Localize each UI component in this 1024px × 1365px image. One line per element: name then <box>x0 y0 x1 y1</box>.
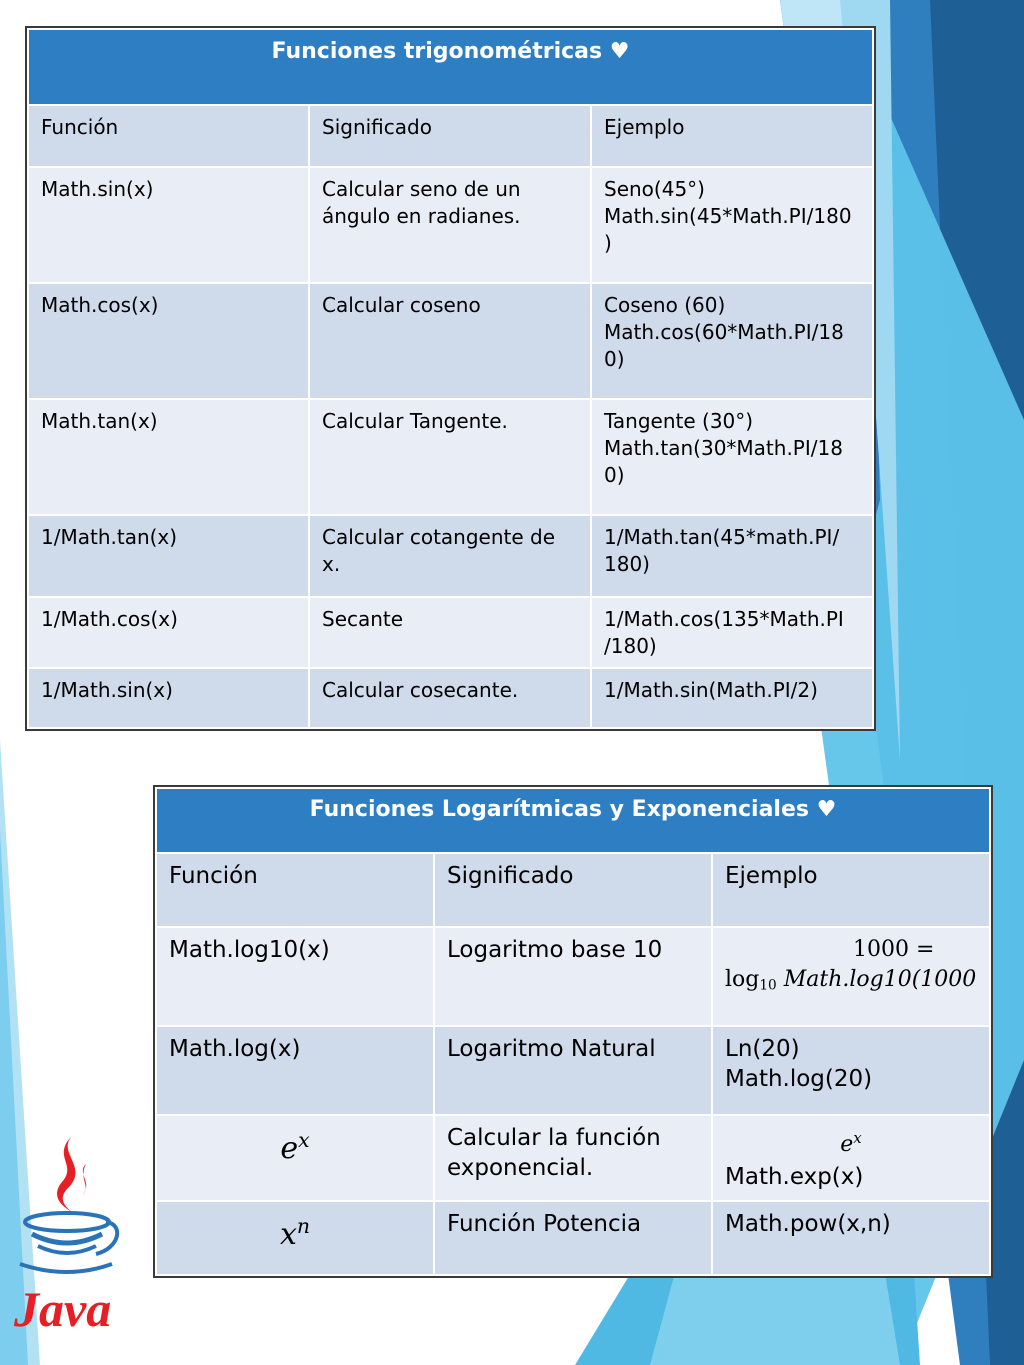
example-cell <box>591 399 873 515</box>
table-row <box>28 283 873 399</box>
power-base: x <box>279 1217 297 1253</box>
example-cell <box>591 167 873 283</box>
header-meaning: Significado <box>434 853 712 927</box>
steam-flame-icon <box>57 1134 75 1212</box>
table-row <box>156 1026 990 1115</box>
exp-base: e <box>280 1131 299 1167</box>
table-row <box>28 515 873 597</box>
example-cell <box>591 283 873 399</box>
meaning-cell: Calcular seno de un ángulo en radianes. <box>309 167 591 283</box>
java-wordmark: Java <box>14 1281 112 1337</box>
example-cell <box>712 1115 990 1201</box>
header-meaning: Significado <box>309 105 591 167</box>
function-cell: Math.log(x) <box>156 1026 434 1115</box>
example-cell <box>712 1026 990 1115</box>
log-table-title: Funciones Logarítmicas y Exponenciales ♥ <box>156 788 990 853</box>
example-cell <box>712 927 990 1026</box>
formula-bottom <box>725 965 977 1000</box>
header-function: Función <box>28 105 309 167</box>
trig-table-title: Funciones trigonométricas ♥ <box>28 29 873 105</box>
example-cell: 1/Math.tan(45*math.PI/ 180) <box>591 515 873 597</box>
example-text: Tangente (30°) <box>604 409 754 433</box>
trig-table-header-row <box>28 105 873 167</box>
function-cell <box>156 1201 434 1275</box>
example-cell: 1/Math.cos(135*Math.PI /180) <box>591 597 873 668</box>
meaning-cell: Calcular cosecante. <box>309 668 591 728</box>
header-example: Ejemplo <box>712 853 990 927</box>
function-cell: Math.tan(x) <box>28 399 309 515</box>
cup-saucer-icon <box>20 1264 112 1272</box>
table-row <box>28 399 873 515</box>
example-text: Coseno (60) <box>604 293 726 317</box>
log-symbol: log <box>725 967 760 992</box>
exp-formula-small <box>725 1123 977 1160</box>
header-example: Ejemplo <box>591 105 873 167</box>
example-text: Seno(45°) <box>604 177 705 201</box>
meaning-cell: Logaritmo Natural <box>434 1026 712 1115</box>
table-row <box>156 1201 990 1275</box>
exp-base-small: e <box>840 1132 854 1158</box>
table-row <box>156 1115 990 1201</box>
function-cell: 1/Math.sin(x) <box>28 668 309 728</box>
log-table-header-row <box>156 853 990 927</box>
example-text: Ln(20) <box>725 1036 800 1062</box>
function-cell <box>156 1115 434 1201</box>
cup-rim-icon <box>25 1213 109 1231</box>
example-code: Math.tan(30*Math.PI/18 0) <box>604 436 843 487</box>
meaning-cell: Calcular coseno <box>309 283 591 399</box>
example-cell: Math.pow(x,n) <box>712 1201 990 1275</box>
table-row <box>28 668 873 728</box>
power-exponent: n <box>296 1214 311 1238</box>
formula-top: 1000 = <box>853 937 935 962</box>
meaning-cell: Calcular Tangente. <box>309 399 591 515</box>
exp-exponent: x <box>298 1128 310 1152</box>
example-code: Math.sin(45*Math.PI/180 ) <box>604 204 852 255</box>
example-code: Math.cos(60*Math.PI/18 0) <box>604 320 844 371</box>
example-code: Math.log(20) <box>725 1066 873 1092</box>
example-code: Math.exp(x) <box>725 1164 864 1191</box>
log-expression: Math.log10(1000 <box>783 967 977 992</box>
table-row <box>28 167 873 283</box>
meaning-cell: Calcular la función exponencial. <box>434 1115 712 1201</box>
function-cell: 1/Math.cos(x) <box>28 597 309 668</box>
log-exp-functions-table <box>155 787 991 1276</box>
meaning-cell: Secante <box>309 597 591 668</box>
function-cell: 1/Math.tan(x) <box>28 515 309 597</box>
function-cell: Math.sin(x) <box>28 167 309 283</box>
steam-flame-small-icon <box>82 1164 86 1196</box>
power-formula <box>169 1209 421 1253</box>
meaning-cell: Logaritmo base 10 <box>434 927 712 1026</box>
function-cell: Math.log10(x) <box>156 927 434 1026</box>
meaning-cell: Calcular cotangente de x. <box>309 515 591 597</box>
trig-functions-table <box>27 28 874 729</box>
meaning-cell: Función Potencia <box>434 1201 712 1275</box>
function-cell: Math.cos(x) <box>28 283 309 399</box>
table-row <box>156 927 990 1026</box>
example-cell: 1/Math.sin(Math.PI/2) <box>591 668 873 728</box>
table-row <box>28 597 873 668</box>
java-logo <box>12 1130 122 1340</box>
header-function: Función <box>156 853 434 927</box>
exp-formula <box>169 1123 421 1167</box>
log10-formula <box>725 935 977 1000</box>
log-base: 10 <box>759 977 777 994</box>
exp-exponent-small: x <box>853 1129 862 1147</box>
cup-body-icon <box>32 1234 102 1243</box>
